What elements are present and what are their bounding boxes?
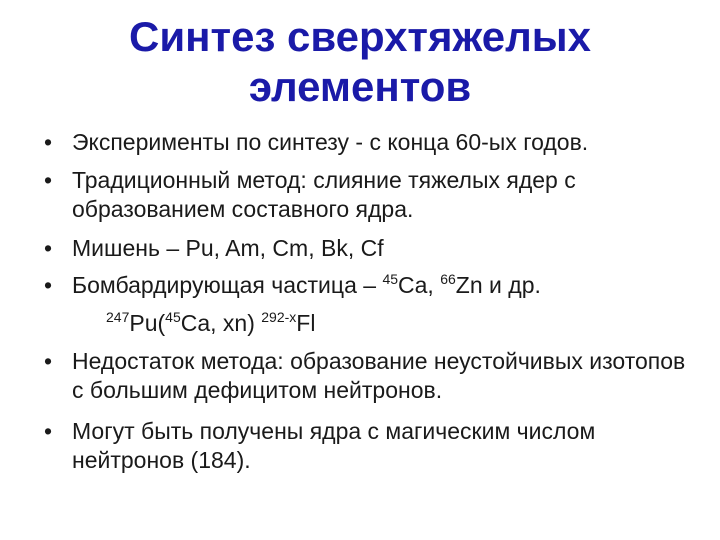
projectile-prefix: Бомбардирующая частица – <box>72 272 383 298</box>
fl-symbol: Fl <box>296 310 316 336</box>
bullet-text: Могут быть получены ядра с магическим числом нейтронов (184). <box>72 418 596 473</box>
reaction-formula <box>106 309 666 338</box>
pu-symbol: Pu( <box>129 310 166 336</box>
bullet-marker: • <box>44 272 53 298</box>
title-line-1: Синтез сверхтяжелых <box>129 13 591 60</box>
bullet-item-magic-number <box>44 417 694 475</box>
bullet-marker: • <box>44 167 53 193</box>
bullet-item-target <box>44 234 694 263</box>
bullet-marker: • <box>44 418 53 444</box>
bullet-text: Мишень – Pu, Am, Cm, Bk, Cf <box>72 235 384 261</box>
bullet-text: Эксперименты по синтезу - с конца 60-ых годов. <box>72 129 589 155</box>
bullet-item-drawback <box>44 347 694 405</box>
bullet-marker: • <box>44 348 53 374</box>
ca-symbol: Ca, <box>398 272 441 298</box>
pu-mass-number: 247 <box>106 309 130 325</box>
bullet-marker: • <box>44 235 53 261</box>
title-line-2: элементов <box>248 63 472 110</box>
projectile-suffix: и др. <box>482 272 541 298</box>
fl-mass-number: 292-x <box>261 309 297 325</box>
zn-mass-number: 66 <box>440 271 456 287</box>
bullet-item-projectile <box>44 271 694 300</box>
bullet-item-experiments <box>44 128 694 157</box>
ca-reaction-text: Ca, xn) <box>180 310 262 336</box>
slide-title <box>0 12 720 112</box>
bullet-text <box>72 271 694 300</box>
ca-mass-number: 45 <box>165 309 181 325</box>
bullet-text: Традиционный метод: слияние тяжелых ядер с образованием составного ядра. <box>72 167 576 222</box>
bullet-item-traditional-method <box>44 166 694 224</box>
zn-symbol: Zn <box>455 272 483 298</box>
bullet-text: Недостаток метода: образование неустойчивых изотопов с большим дефицитом нейтронов. <box>72 348 686 403</box>
ca-mass-number: 45 <box>382 271 399 287</box>
bullet-marker: • <box>44 129 53 155</box>
